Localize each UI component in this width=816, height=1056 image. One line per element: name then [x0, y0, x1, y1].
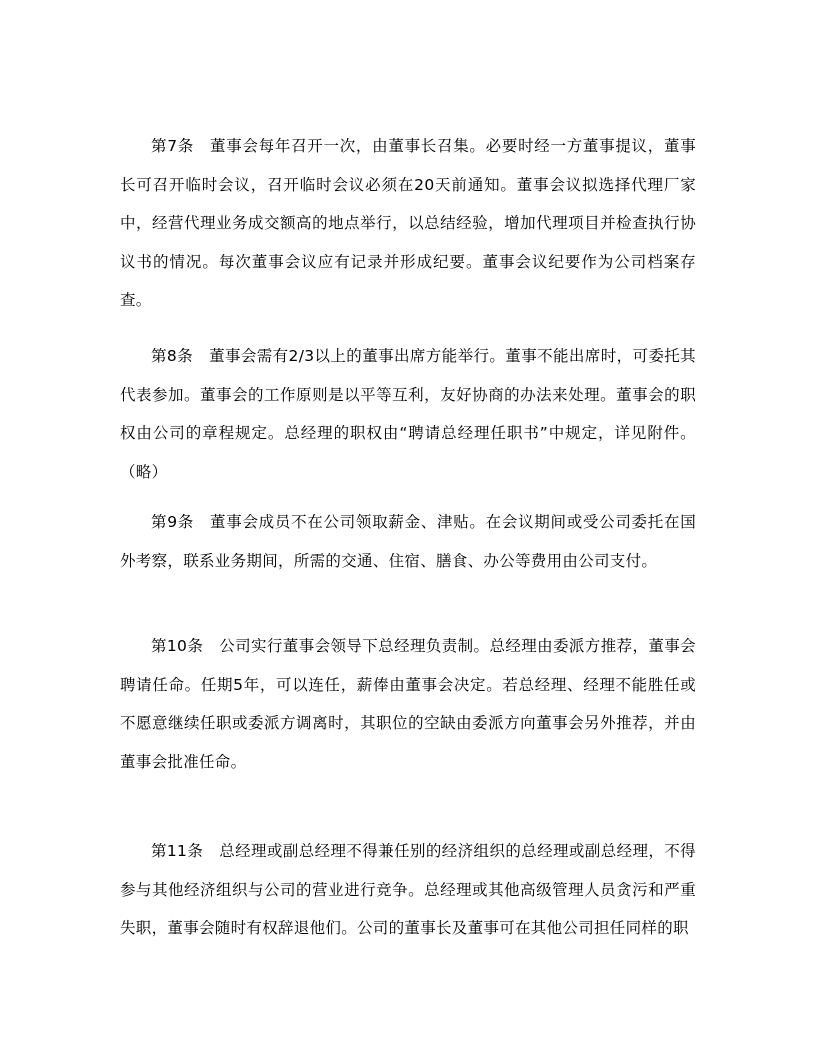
article-11 [120, 832, 696, 948]
article-text: 董事会成员不在公司领取薪金、津贴。在会议期间或受公司委托在国外考察，联系业务期间，所需的交通、住宿、膳食、办公等费用由公司支付。 [120, 513, 696, 570]
article-number: 第8条 [151, 347, 194, 365]
article-text: 公司实行董事会领导下总经理负责制。总经理由委派方推荐，董事会聘请任命。任期5年，可以连任，薪俸由董事会决定。若总经理、经理不能胜任或不愿意继续任职或委派方调离时，其职位的空缺由委派方向董事会另外推荐，并由董事会批准任命。 [120, 637, 696, 771]
article-8 [120, 337, 696, 491]
article-7 [120, 127, 696, 320]
article-text: 董事会需有2/3以上的董事出席方能举行。董事不能出席时，可委托其代表参加。董事会的工作原则是以平等互利，友好协商的办法来处理。董事会的职权由公司的章程规定。总经理的职权由“聘请总经理任职书”中规定，详见附件。（略） [120, 347, 696, 481]
article-text: 董事会每年召开一次，由董事长召集。必要时经一方董事提议，董事长可召开临时会议，召开临时会议必须在20天前通知。董事会议拟选择代理厂家中，经营代理业务成交额高的地点举行，以总结经验，增加代理项目并检查执行协议书的情况。每次董事会议应有记录并形成纪要。董事会议纪要作为公司档案存查。 [120, 137, 696, 309]
article-number: 第11条 [151, 842, 204, 860]
article-number: 第7条 [151, 137, 195, 155]
article-9 [120, 503, 696, 580]
article-number: 第9条 [151, 513, 195, 531]
article-text: 总经理或副总经理不得兼任别的经济组织的总经理或副总经理，不得参与其他经济组织与公司的营业进行竞争。总经理或其他高级管理人员贪污和严重失职，董事会随时有权辞退他们。公司的董事长及董事可在其他公司担任同样的职 [120, 842, 696, 937]
article-10 [120, 627, 696, 781]
article-number: 第10条 [151, 637, 204, 655]
